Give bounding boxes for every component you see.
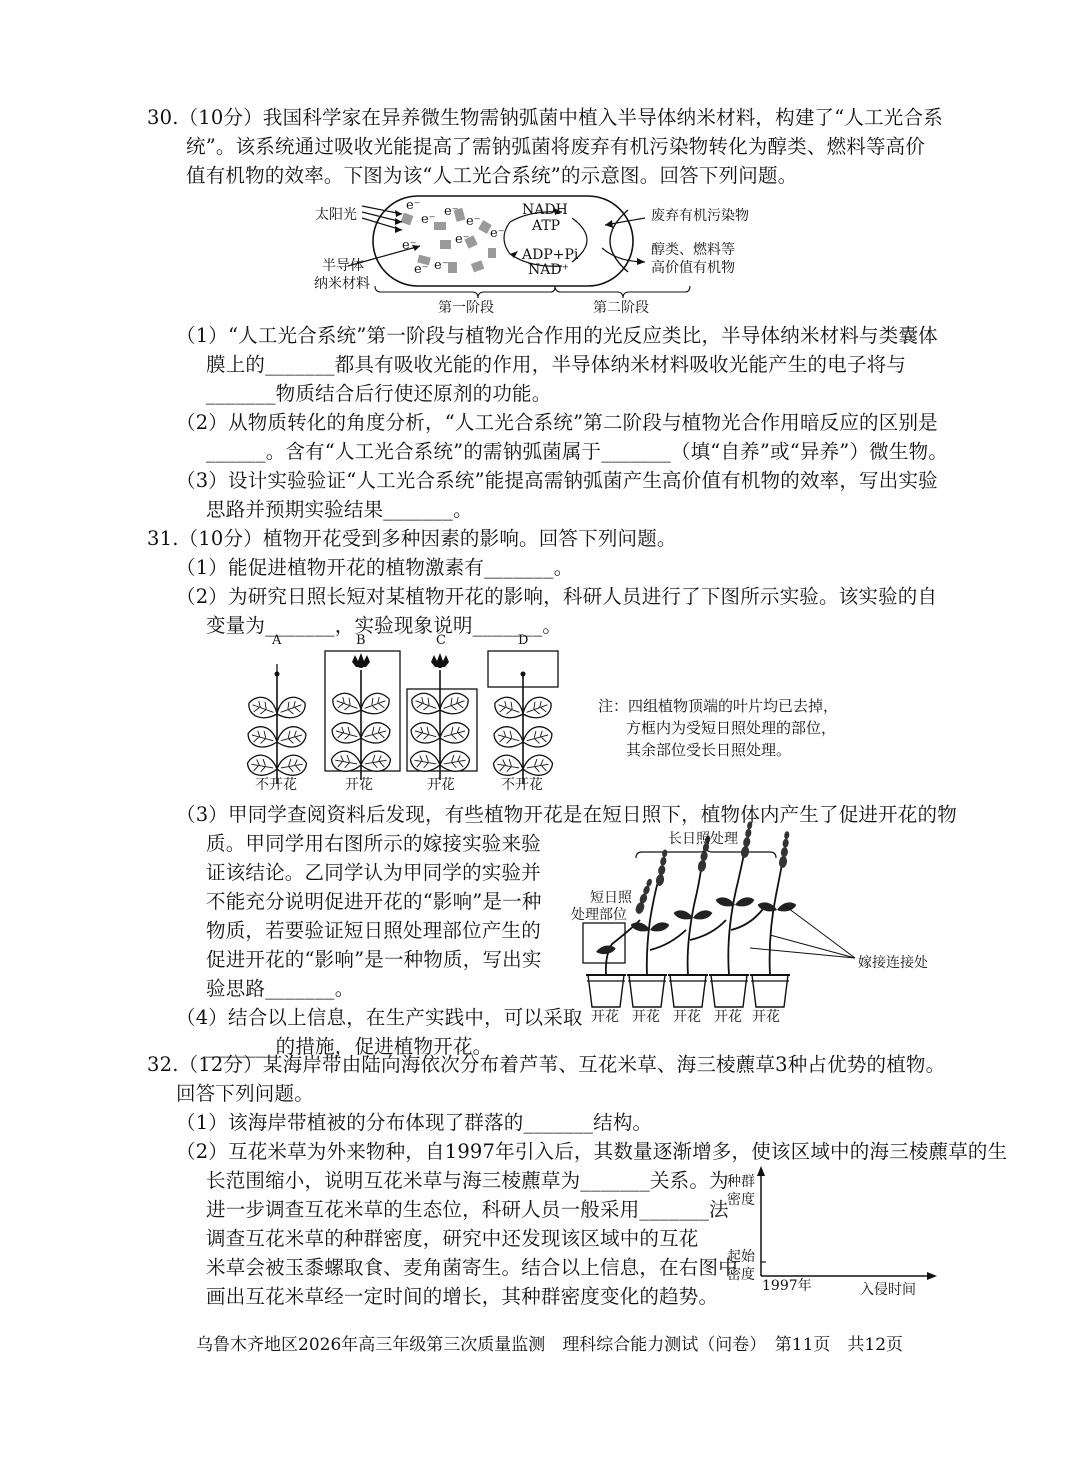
q31-part4-b: _______的措施，促进植物开花。	[206, 1035, 493, 1058]
stage-2-label: 第二阶段	[593, 300, 649, 316]
q30-part1-b: 膜上的_______都具有吸收光能的作用，半导体纳米材料吸收光能产生的电子将与	[206, 353, 907, 376]
q32-part2-e: 米草会被玉黍螺取食、麦角菌寄生。结合以上信息，在右图中	[206, 1256, 738, 1279]
initial-density-label-2: 密度	[727, 1267, 755, 1283]
graft-result-1: 开花	[591, 1009, 619, 1025]
q30-part3-b: 思路并预期实验结果_______。	[206, 498, 473, 521]
waste-label: 废弃有机污染物	[651, 208, 749, 224]
q32-part2-f: 画出互花米草经一定时间的增长，其种群密度变化的趋势。	[206, 1285, 719, 1308]
figure-note-1: 注：四组植物顶端的叶片均已去掉，	[598, 697, 839, 715]
q31-part3-d: 不能充分说明促进开花的“影响”是一种	[206, 890, 542, 913]
nad-label: NAD⁺	[528, 262, 569, 278]
plant-label-d: D	[518, 633, 529, 648]
q31-part1: （1）能促进植物开花的植物激素有_______。	[176, 556, 574, 579]
y-axis-label-1: 种群	[727, 1174, 755, 1190]
q30-part3-a: （3）设计实验验证“人工光合系统”能提高需钠弧菌产生高价值有机物的效率，写出实验	[176, 469, 938, 492]
short-day-label-1: 短日照	[590, 890, 632, 906]
electron-label: e⁻	[490, 226, 505, 241]
adp-label: ADP+Pi	[522, 247, 579, 263]
graft-result-2: 开花	[632, 1009, 660, 1025]
product-label-2: 高价值有机物	[651, 260, 735, 276]
q31-part4-a: （4）结合以上信息，在生产实践中，可以采取	[176, 1006, 583, 1029]
graft-result-5: 开花	[752, 1009, 780, 1025]
q30-part1-c: _______物质结合后行使还原剂的功能。	[206, 382, 552, 405]
x-origin-label: 1997年	[762, 1278, 812, 1294]
q31-part3-c: 证该结论。乙同学认为甲同学的实验并	[206, 861, 541, 884]
electron-label: e⁻	[466, 214, 481, 229]
sunlight-label: 太阳光	[315, 207, 357, 223]
q32-part2-c: 进一步调查互花米草的生态位，科研人员一般采用_______法	[206, 1198, 729, 1221]
electron-label: e⁻	[414, 262, 429, 277]
q31-part3-a: （3）甲同学查阅资料后发现，有些植物开花是在短日照下，植物体内产生了促进开花的物	[176, 803, 957, 826]
atp-label: ATP	[532, 218, 561, 234]
page-footer: 乌鲁木齐地区2026年高三年级第三次质量监测 理科综合能力测试（问卷） 第11页 共12页	[196, 1335, 904, 1355]
graft-joint-label: 嫁接连接处	[858, 955, 928, 971]
plant-result-d: 不开花	[501, 777, 543, 793]
q31-part2-a: （2）为研究日照长短对某植物开花的影响，科研人员进行了下图所示实验。该实验的自	[176, 585, 938, 608]
q30-part2-b: ______。含有“人工光合系统”的需钠弧菌属于_______（填“自养”或“异养”）微生物。	[206, 440, 948, 463]
x-axis-label: 入侵时间	[860, 1282, 916, 1298]
q32-part2-d: 调查互花米草的种群密度，研究中还发现该区域中的互花	[206, 1227, 699, 1250]
plant-result-a: 不开花	[255, 777, 297, 793]
product-label-1: 醇类、燃料等	[651, 242, 735, 258]
q32-line-2: 回答下列问题。	[176, 1082, 314, 1105]
electron-label: e⁻	[406, 198, 421, 213]
graft-result-3: 开花	[673, 1009, 701, 1025]
nano-label-1: 半导体	[322, 258, 364, 274]
q31-part3-e: 物质，若要验证短日照处理部位产生的	[206, 919, 541, 942]
q32-part1: （1）该海岸带植被的分布体现了群落的_______结构。	[176, 1111, 653, 1134]
plant-result-b: 开花	[345, 777, 373, 793]
nadh-label: NADH	[522, 202, 568, 218]
plant-label-a: A	[272, 633, 282, 648]
q32-line-1: 32.（12分）某海岸带由陆向海依次分布着芦苇、互花米草、海三棱藨草3种占优势的植物。	[147, 1053, 946, 1076]
q30-line-2: 统”。该系统通过吸收光能提高了需钠弧菌将废弃有机污染物转化为醇类、燃料等高价	[186, 135, 926, 158]
q30-line-3: 值有机物的效率。下图为该“人工光合系统”的示意图。回答下列问题。	[186, 164, 798, 187]
short-day-label-2: 处理部位	[571, 907, 627, 923]
q32-part2-a: （2）互花米草为外来物种，自1997年引入后，其数量逐渐增多，使该区域中的海三棱藨草的生	[176, 1140, 1008, 1163]
stage-1-label: 第一阶段	[438, 300, 494, 316]
y-axis-label-2: 密度	[727, 1192, 755, 1208]
q31-part3-g: 验思路_______。	[206, 977, 355, 1000]
q30-line-1: 30.（10分）我国科学家在异养微生物需钠弧菌中植入半导体纳米材料，构建了“人工光合系	[147, 106, 943, 129]
q31-part3-b: 质。甲同学用右图所示的嫁接实验来验	[206, 832, 541, 855]
electron-label: e⁻	[444, 204, 459, 219]
plant-result-c: 开花	[427, 777, 455, 793]
q32-part2-b: 长范围缩小，说明互花米草与海三棱藨草为_______关系。为	[206, 1169, 729, 1192]
q31-part2-b: 变量为_______，实验现象说明_______。	[206, 614, 563, 637]
nano-label-2: 纳米材料	[314, 276, 370, 292]
initial-density-label-1: 起始	[727, 1249, 755, 1265]
electron-label: e⁻	[434, 258, 449, 273]
q30-part1-a: （1）“人工光合系统”第一阶段与植物光合作用的光反应类比，半导体纳米材料与类囊体	[176, 324, 938, 347]
graft-result-4: 开花	[714, 1009, 742, 1025]
electron-label: e⁻	[455, 232, 470, 247]
plant-label-c: C	[436, 633, 446, 648]
figure-note-3: 其余部位受长日照处理。	[626, 741, 792, 759]
q31-part3-f: 促进开花的“影响”是一种物质，写出实	[206, 948, 542, 971]
electron-label: e⁻	[421, 212, 436, 227]
q31-line-1: 31.（10分）植物开花受到多种因素的影响。回答下列问题。	[147, 527, 677, 550]
figure-note-2: 方框内为受短日照处理的部位，	[626, 719, 837, 737]
long-day-label: 长日照处理	[668, 831, 738, 847]
q30-part2-a: （2）从物质转化的角度分析，“人工光合系统”第二阶段与植物光合作用暗反应的区别是	[176, 411, 938, 434]
plant-label-b: B	[356, 633, 366, 648]
electron-label: e⁻	[402, 238, 417, 253]
